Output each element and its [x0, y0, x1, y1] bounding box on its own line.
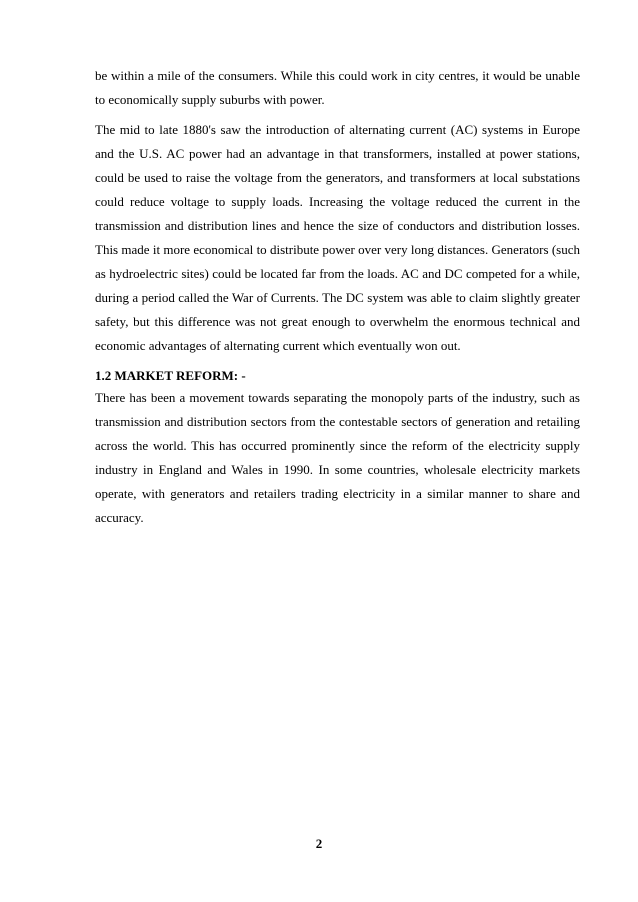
paragraph-continuation: be within a mile of the consumers. While this could work in city centres, it would be unable to economically supply suburbs with power.	[95, 68, 580, 107]
paragraph-ac-history: The mid to late 1880's saw the introduction of alternating current (AC) systems in Europe and the U.S. AC power had an advantage in that transformers, installed at power stations, could be used to raise the voltage from the generators, and transformers at local substations could reduce voltage to supply loads. Increasing the voltage reduced the current in the transmission and distribution lines and hence the size of conductors and distribution losses. This made it more economical to distribute power over very long distances. Generators (such as hydroelectric sites) could be located far from the loads. AC and DC competed for a while, during a period called the War of Currents. The DC system was able to claim slightly greater safety, but this difference was not great enough to overwhelm the enormous technical and economic advantages of alternating current which eventually won out.	[95, 122, 580, 353]
document-body	[95, 64, 580, 530]
section-heading: 1.2 MARKET REFORM: -	[95, 368, 246, 383]
paragraph-market-reform: There has been a movement towards separating the monopoly parts of the industry, such as transmission and distribution sectors from the contestable sectors of generation and retailing across the world. This has occurred prominently since the reform of the electricity supply industry in England and Wales in 1990. In some countries, wholesale electricity markets operate, with generators and retailers trading electricity in a similar manner to share and accuracy.	[95, 390, 580, 525]
page-number: 2	[315, 836, 323, 851]
